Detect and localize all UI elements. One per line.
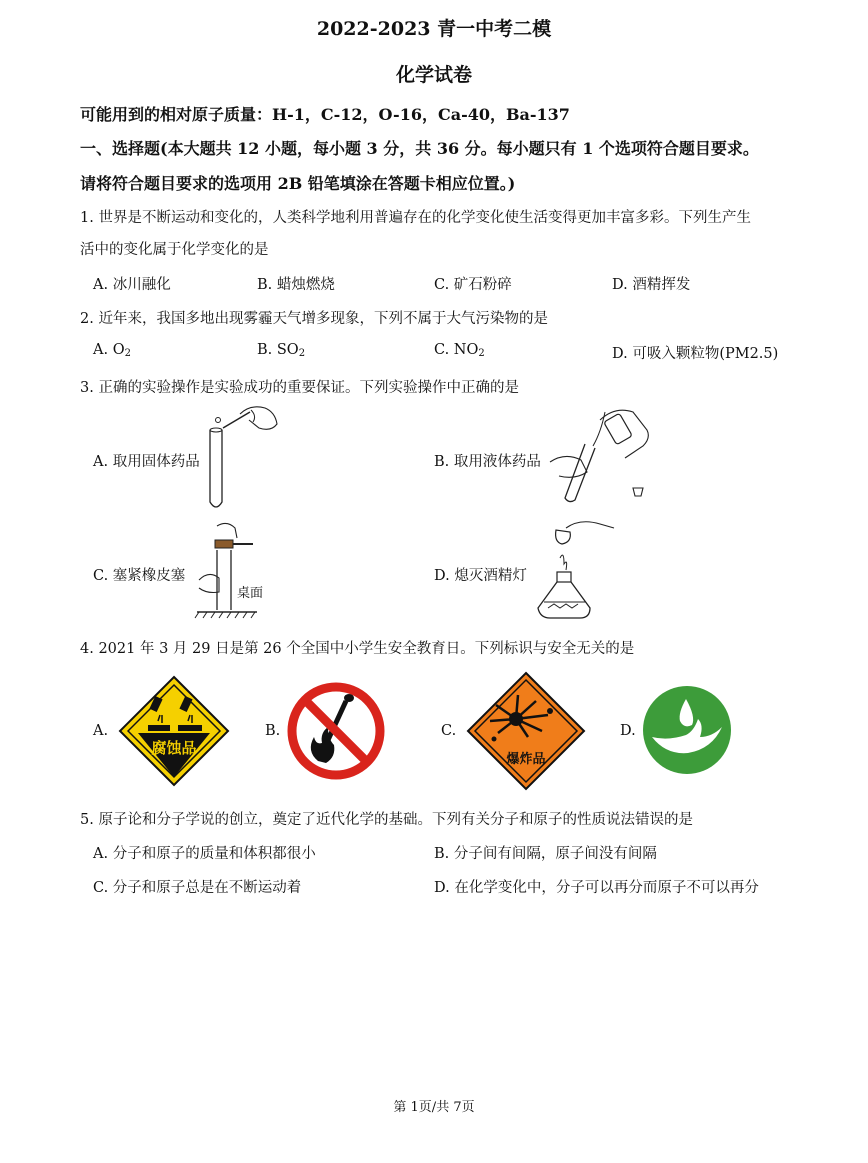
exam-title: 2022-2023 青一中考二模 <box>316 18 552 40</box>
no-open-flame-sign-icon[interactable] <box>286 681 386 781</box>
desk-label: 桌面 <box>237 586 264 601</box>
q3-option-c[interactable]: C. 塞紧橡皮塞 <box>93 568 186 584</box>
q3-option-a[interactable]: A. 取用固体药品 <box>93 454 200 470</box>
q1-option-d[interactable]: D. 酒精挥发 <box>612 277 691 293</box>
q2-stem: 2. 近年来，我国多地出现雾霾天气增多现象，下列不属于大气污染物的是 <box>80 311 548 327</box>
q5-stem: 5. 原子论和分子学说的创立，奠定了近代化学的基础。下列有关分子和原子的性质说法错误的是 <box>80 812 693 828</box>
q4-label-a[interactable]: A. <box>93 723 109 739</box>
q2-option-d[interactable]: D. 可吸入颗粒物(PM2.5) <box>612 346 779 362</box>
q1-stem-line1: 1. 世界是不断运动和变化的，人类科学地利用普遍存在的化学变化使生活变得更加丰富多彩。下列生产生 <box>80 210 751 226</box>
exam-subtitle: 化学试卷 <box>395 64 472 86</box>
q4-label-d[interactable]: D. <box>620 723 636 739</box>
q3-option-d[interactable]: D. 熄灭酒精灯 <box>434 568 527 584</box>
corrosive-sign-icon[interactable] <box>118 675 230 787</box>
explosive-sign-text: 爆炸品 <box>506 752 546 767</box>
explosive-sign-icon[interactable] <box>466 671 586 791</box>
q2-option-b[interactable]: B. $SO_2$ <box>257 342 306 359</box>
liquid-reagent-pouring-illustration <box>545 402 660 507</box>
q4-stem: 4. 2021 年 3 月 29 日是第 26 个全国中小学生安全教育日。下列标识与安全无关的是 <box>80 641 635 657</box>
q2-option-c[interactable]: C. $NO_2$ <box>434 342 485 359</box>
q4-label-c[interactable]: C. <box>441 723 457 739</box>
q4-label-b[interactable]: B. <box>265 723 281 739</box>
atomic-masses: 可能用到的相对原子质量：H-1，C-12，O-16，Ca-40，Ba-137 <box>80 105 570 124</box>
section-instructions-line2: 请将符合题目要求的选项用 2B 铅笔填涂在答题卡相应位置。) <box>80 174 516 193</box>
alcohol-lamp-illustration <box>530 518 625 626</box>
q5-option-b[interactable]: B. 分子间有间隔，原子间没有间隔 <box>434 846 657 862</box>
q3-option-b[interactable]: B. 取用液体药品 <box>434 454 541 470</box>
q1-stem-line2: 活中的变化属于化学变化的是 <box>80 242 269 258</box>
q3-stem: 3. 正确的实验操作是实验成功的重要保证。下列实验操作中正确的是 <box>80 380 519 396</box>
q5-option-a[interactable]: A. 分子和原子的质量和体积都很小 <box>93 846 316 862</box>
rubber-stopper-illustration <box>195 520 275 620</box>
section-instructions-line1: 一、选择题(本大题共 12 小题，每小题 3 分，共 36 分。每小题只有 1 个选项符合题目要求。 <box>80 139 759 158</box>
q2-option-a[interactable]: A. $O_2$ <box>93 342 131 359</box>
q1-option-b[interactable]: B. 蜡烛燃烧 <box>257 277 335 293</box>
solid-reagent-tube-illustration <box>195 402 285 512</box>
q1-option-c[interactable]: C. 矿石粉碎 <box>434 277 512 293</box>
q5-option-c[interactable]: C. 分子和原子总是在不断运动着 <box>93 880 302 896</box>
water-saving-sign-icon[interactable] <box>642 685 732 775</box>
corrosive-sign-text: 腐蚀品 <box>151 739 197 757</box>
q1-option-a[interactable]: A. 冰川融化 <box>93 277 171 293</box>
page-number: 第 1页/共 7页 <box>393 1100 475 1115</box>
q5-option-d[interactable]: D. 在化学变化中，分子可以再分而原子不可以再分 <box>434 880 759 896</box>
